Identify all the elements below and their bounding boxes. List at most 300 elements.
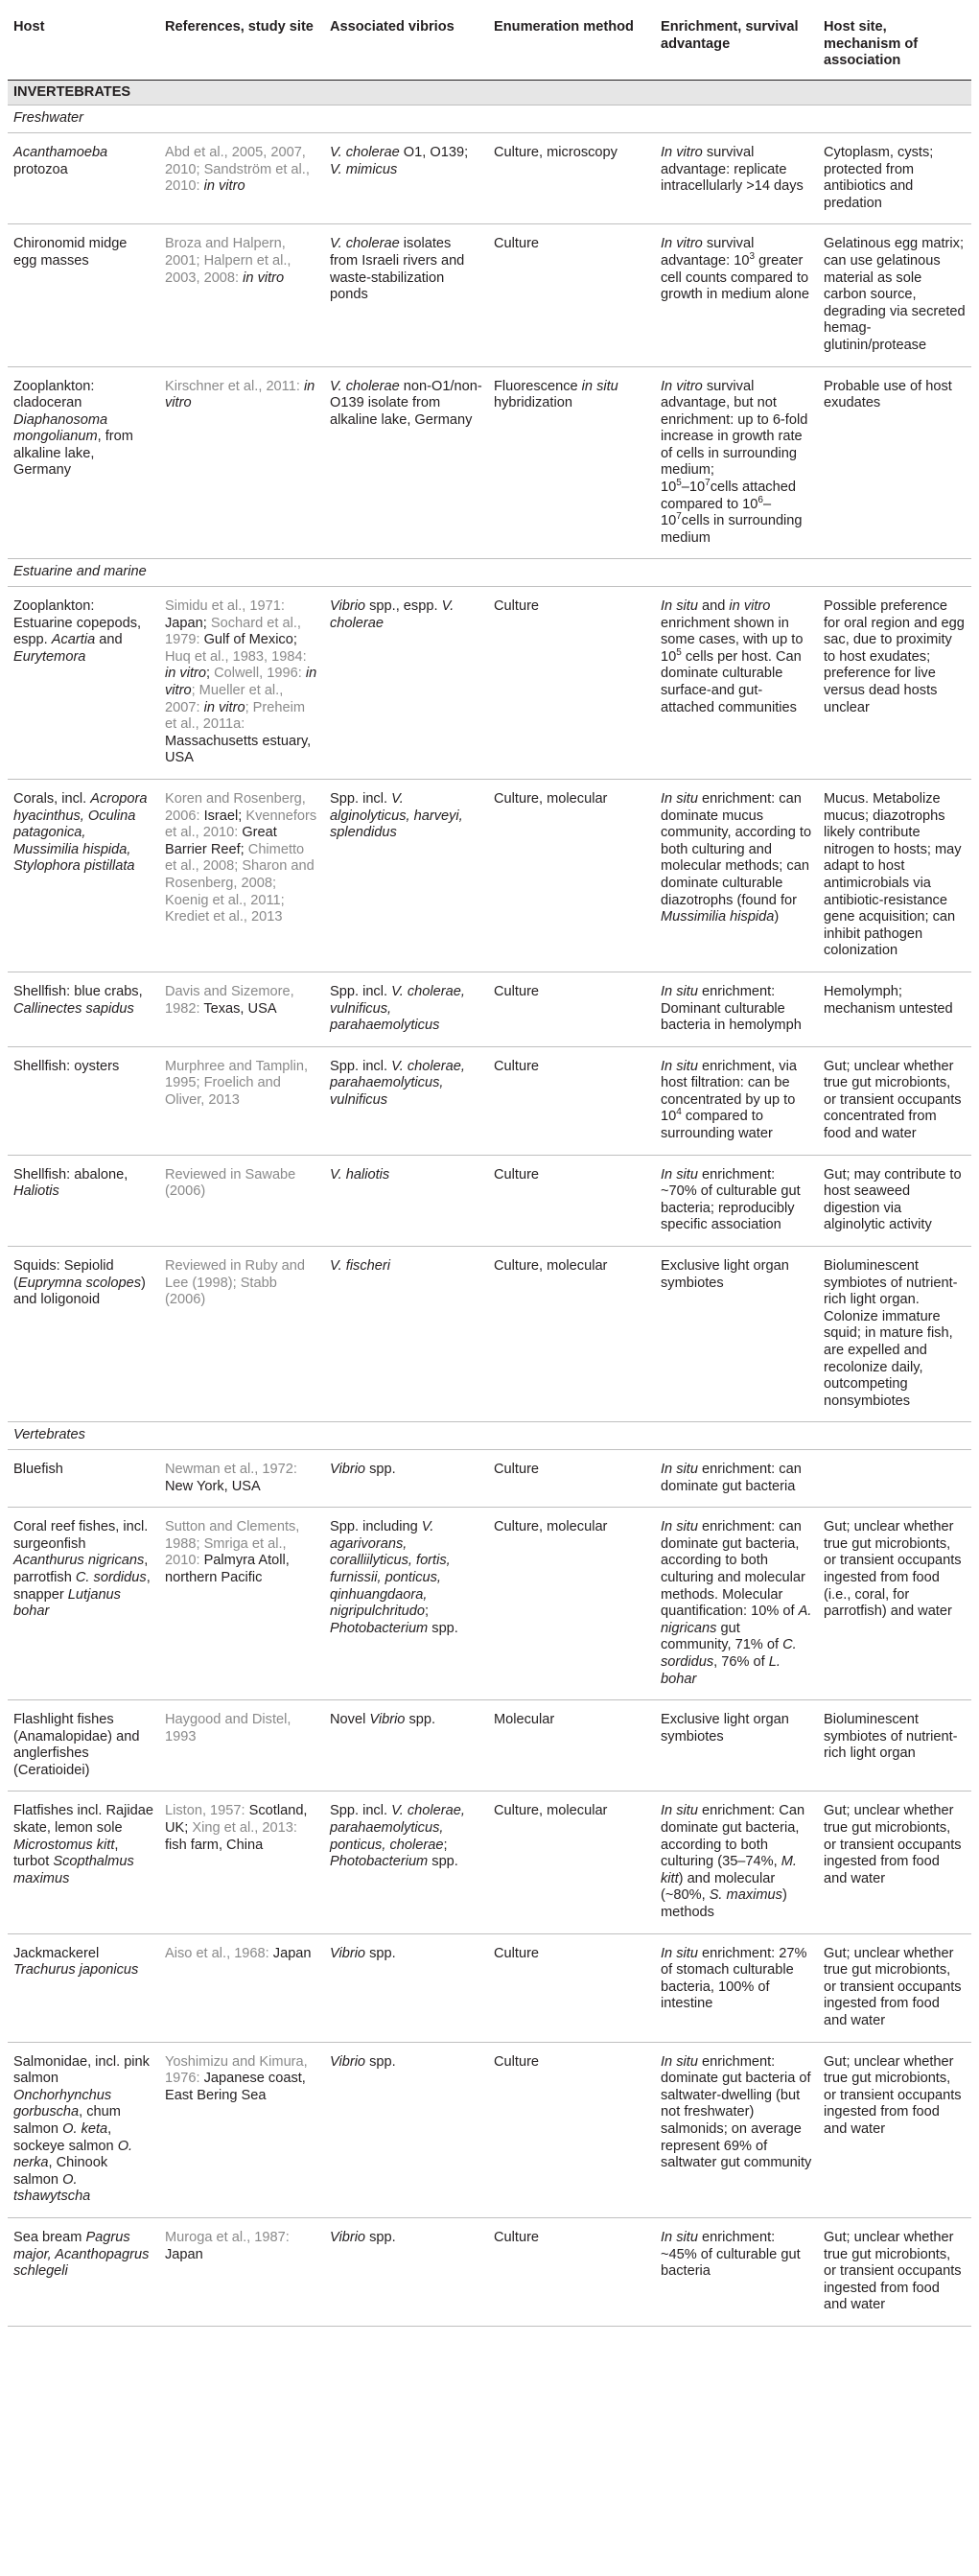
enrichment-text: –10 — [681, 480, 706, 496]
vibrios-cell — [324, 224, 488, 366]
header-host-site: Host site, mechanism of association — [818, 0, 971, 80]
vibrio-species: Vibrio — [330, 2229, 366, 2245]
exponent: 6 — [758, 494, 763, 505]
section-freshwater: Freshwater — [8, 105, 971, 133]
table-row — [8, 1247, 971, 1422]
header-references: References, study site — [159, 0, 324, 80]
enrichment-term: In situ — [661, 790, 698, 807]
vibrios-cell — [324, 1933, 488, 2042]
table-row — [8, 1046, 971, 1155]
enrichment-term: In vitro — [661, 236, 703, 252]
enrichment-cell — [655, 132, 818, 223]
enrichment-term: In situ — [661, 1519, 698, 1535]
host-text: , chum salmon — [13, 2104, 121, 2137]
enrichment-cell — [655, 1046, 818, 1155]
enumeration-cell: Culture — [488, 972, 655, 1046]
ref-text: Kirschner et al., 2011: — [165, 378, 304, 394]
host-species: O. tshawytscha — [13, 2171, 91, 2205]
vibrio-species: Vibrio — [330, 598, 366, 615]
enrichment-species: L. bohar — [661, 1653, 781, 1687]
enrichment-term: In vitro — [661, 378, 703, 394]
host-site-cell: Bioluminescent symbiotes of nutrient-rich light organ. Colonize immature squid; in mature fish, are expelled and recolonize daily, outcompeting nonsymbiotes — [818, 1247, 971, 1422]
ref-text: Koren and Rosenberg, 2006: — [165, 790, 306, 824]
ref-site: in vitro — [203, 699, 245, 715]
vibrio-text: spp., espp. — [365, 598, 442, 615]
host-species: Lutjanus bohar — [13, 1586, 121, 1620]
host-text: , parrotfish — [13, 1553, 149, 1585]
ref-text: Huq et al., 1983, 1984: — [165, 648, 307, 665]
enumeration-cell: Culture — [488, 1046, 655, 1155]
enrichment-text: compared to surrounding water — [661, 1109, 773, 1142]
host-site-cell: Mucus. Metabolize mucus; diazotrophs likely contribute nitrogen to hosts; may adapt to host antimicrobials via antibiotic-resistance gene acquisition; can inhibit pathogen colonization — [818, 779, 971, 972]
header-enrichment: Enrichment, survival advantage — [655, 0, 818, 80]
host-species: Diaphanosoma mongolianum — [13, 411, 108, 445]
ref-text: Sutton and Clements, 1988; Smriga et al., 2010: — [165, 1519, 300, 1569]
vibrio-text: Novel — [330, 1712, 370, 1728]
enrichment-term: In situ — [661, 1058, 698, 1074]
host-species: Microstomus kitt — [13, 1837, 115, 1853]
vibrio-text: spp. — [428, 1854, 458, 1870]
ref-text: Abd et al., 2005, 2007, 2010; Sandström et al., 2010: — [165, 144, 310, 195]
vibrios-cell — [324, 1700, 488, 1791]
enrichment-cell — [655, 366, 818, 559]
vibrio-species: V. cholerae, parahaemolyticus, ponticus, cholerae — [330, 1803, 465, 1853]
exponent: 7 — [676, 511, 682, 523]
enrichment-text: cells per host. Can dominate culturable surface-and gut-attached communities — [661, 648, 802, 715]
host-site-cell: Gut; may contribute to host seaweed digestion via alginolytic activity — [818, 1155, 971, 1246]
ref-site: in vitro — [165, 378, 315, 411]
enumeration-cell: Culture — [488, 587, 655, 780]
vibrio-text: spp. — [365, 2053, 396, 2070]
host-text: Zooplankton: cladoceran — [13, 378, 95, 411]
host-text: Squids: Sepiolid ( — [13, 1258, 114, 1291]
enumeration-cell: Culture, molecular — [488, 1508, 655, 1700]
host-cell — [8, 1155, 159, 1246]
ref-text: Newman et al., 1972: — [165, 1461, 297, 1477]
host-site-cell: Bioluminescent symbiotes of nutrient-rich light organ — [818, 1700, 971, 1791]
enumeration-term: in situ — [581, 378, 618, 394]
enrichment-term: In situ — [661, 2229, 698, 2245]
vibrio-text: ; — [443, 1837, 448, 1853]
enrichment-cell — [655, 972, 818, 1046]
table-row — [8, 587, 971, 780]
vibrios-cell — [324, 1247, 488, 1422]
ref-text: ; — [205, 666, 215, 682]
vibrio-text: isolates from Israeli rivers and waste-stabilization ponds — [330, 236, 465, 303]
enrichment-text: 10 — [661, 480, 677, 496]
host-site-cell: Gut; unclear whether true gut microbionts, or transient occupants concentrated from food and water — [818, 1046, 971, 1155]
ref-text: Simidu et al., 1971: — [165, 598, 285, 615]
enrichment-species: M. kitt — [661, 1854, 797, 1886]
enumeration-cell — [488, 366, 655, 559]
section-row — [8, 1422, 971, 1450]
vibrios-cell — [324, 972, 488, 1046]
host-text: , Chinook salmon — [13, 2155, 108, 2188]
enrichment-text: enrichment, via host filtration: can be concentrated by up to 10 — [661, 1058, 797, 1125]
enrichment-species: Mussimilia hispida — [661, 909, 775, 925]
references-cell — [159, 1508, 324, 1700]
vibrio-species: V. fischeri — [330, 1258, 390, 1275]
table-row — [8, 132, 971, 223]
ref-site: in vitro — [203, 178, 245, 195]
enrichment-text: greater cell counts compared to growth in medium alone — [661, 252, 809, 303]
vibrio-text: Spp. incl. — [330, 983, 392, 999]
vibrio-text: spp. — [405, 1712, 436, 1728]
enumeration-cell: Culture, molecular — [488, 1247, 655, 1422]
references-cell — [159, 1791, 324, 1933]
host-site-cell: Gut; unclear whether true gut microbionts, or transient occupants ingested from food and water — [818, 1933, 971, 2042]
vibrios-cell — [324, 1449, 488, 1507]
category-invertebrates: INVERTEBRATES — [8, 80, 971, 105]
enrichment-text: gut community, 71% of — [661, 1620, 783, 1653]
host-species: Scopthalmus maximus — [13, 1854, 134, 1886]
references-cell — [159, 224, 324, 366]
vibrios-cell — [324, 1046, 488, 1155]
host-site-cell: Hemolymph; mechanism untested — [818, 972, 971, 1046]
ref-text: Broza and Halpern, 2001; Halpern et al., 2003, 2008: — [165, 236, 291, 286]
references-cell — [159, 972, 324, 1046]
host-species: C. sordidus — [75, 1569, 147, 1585]
host-text: and — [95, 632, 123, 648]
vibrio-species: V. haliotis — [330, 1166, 390, 1183]
vibrio-text: O1, O139; — [399, 144, 469, 160]
enumeration-cell: Culture — [488, 224, 655, 366]
ref-site: Gulf of Mexico; — [203, 632, 297, 648]
enrichment-text: , 76% of — [713, 1653, 769, 1670]
table-row — [8, 1155, 971, 1246]
ref-text: Xing et al., 2013: — [192, 1820, 297, 1837]
vibrio-species: Vibrio — [330, 1461, 366, 1477]
host-site-cell: Probable use of host exudates — [818, 366, 971, 559]
host-site-cell: Possible preference for oral region and egg sac, due to proximity to host exudates; preference for live versus dead hosts unclear — [818, 587, 971, 780]
vibrio-species: Vibrio — [330, 2053, 366, 2070]
references-cell — [159, 779, 324, 972]
references-cell: Murphree and Tamplin, 1995; Froelich and Oliver, 2013 — [159, 1046, 324, 1155]
section-estuarine-marine: Estuarine and marine — [8, 559, 971, 587]
section-vertebrates: Vertebrates — [8, 1422, 971, 1450]
host-species: O. keta — [62, 2120, 108, 2137]
enrichment-cell: Exclusive light organ symbiotes — [655, 1247, 818, 1422]
host-text: Shellfish: abalone, — [13, 1166, 128, 1183]
vibrio-species: V. agarivorans, coralliilyticus, fortis, furnissii, ponticus, qinhuangdaora, nigripulchritudo — [330, 1519, 451, 1620]
references-cell — [159, 1933, 324, 2042]
table-row — [8, 2042, 971, 2217]
enrichment-cell: Exclusive light organ symbiotes — [655, 1700, 818, 1791]
enrichment-text: enrichment: ~70% of culturable gut bacteria; reproducibly specific association — [661, 1166, 801, 1233]
host-species: Euprymna scolopes — [17, 1275, 142, 1291]
vibrios-cell — [324, 366, 488, 559]
vibrios-cell — [324, 1508, 488, 1700]
enrichment-text: survival advantage, but not enrichment: up to 6-fold increase in growth rate of cells in surrounding medium; — [661, 378, 808, 479]
vibrio-species: V. cholerae — [330, 236, 400, 252]
ref-site: Japan — [165, 2246, 203, 2262]
enrichment-text: cells attached compared to 10 — [661, 480, 796, 512]
vibrio-species: Photobacterium — [330, 1620, 429, 1636]
vibrios-cell — [324, 2217, 488, 2326]
host-text: , from alkaline lake, Germany — [13, 429, 133, 479]
host-text: Salmonidae, incl. pink salmon — [13, 2053, 150, 2087]
enrichment-text: enrichment: dominate gut bacteria of saltwater-dwelling (but not freshwater) salmonids; on average represent 69% of saltwater gut community — [661, 2053, 812, 2171]
enrichment-cell — [655, 587, 818, 780]
enumeration-cell: Culture — [488, 1449, 655, 1507]
ref-site: Massachusetts estuary, USA — [165, 733, 312, 766]
ref-text: Aiso et al., 1968: — [165, 1945, 273, 1961]
host-cell — [8, 2217, 159, 2326]
ref-text: Sochard et al., 1979: — [165, 615, 301, 648]
table-row — [8, 972, 971, 1046]
vibrio-text: Spp. including — [330, 1519, 422, 1535]
references-cell — [159, 2217, 324, 2326]
vibrio-text: Spp. incl. — [330, 790, 392, 807]
ref-site: Israel; — [203, 808, 246, 824]
vibrio-text: spp. — [365, 1461, 396, 1477]
enrichment-term: In situ — [661, 1461, 698, 1477]
vibrio-text: Spp. incl. — [330, 1058, 392, 1074]
table-row — [8, 1791, 971, 1933]
category-row — [8, 80, 971, 105]
host-site-cell: Gelatinous egg matrix; can use gelatinous material as sole carbon source, degrading via secreted hemag-glutinin/protease — [818, 224, 971, 366]
references-cell: Reviewed in Ruby and Lee (1998); Stabb (2006) — [159, 1247, 324, 1422]
references-cell: Reviewed in Sawabe (2006) — [159, 1155, 324, 1246]
host-text: , sockeye salmon — [13, 2120, 118, 2154]
table-row — [8, 1508, 971, 1700]
vibrio-host-table — [8, 0, 971, 2327]
host-cell — [8, 972, 159, 1046]
ref-site: in vitro — [165, 666, 317, 698]
header-host: Host — [8, 0, 159, 80]
vibrio-species: V. alginolyticus, harveyi, splendidus — [330, 790, 463, 841]
ref-text: ; Mueller et al., 2007: — [165, 683, 284, 715]
enumeration-cell: Culture — [488, 1933, 655, 2042]
enrichment-cell — [655, 779, 818, 972]
host-text: Jackmackerel — [13, 1945, 100, 1961]
vibrios-cell — [324, 1155, 488, 1246]
ref-text: Davis and Sizemore, 1982: — [165, 983, 294, 1017]
host-cell — [8, 2042, 159, 2217]
host-text: Shellfish: blue crabs, — [13, 983, 143, 999]
host-cell: Flashlight fishes (Anamalopidae) and anglerfishes (Ceratioidei) — [8, 1700, 159, 1791]
host-species: O. nerka — [13, 2138, 133, 2171]
vibrios-cell — [324, 587, 488, 780]
section-row — [8, 559, 971, 587]
vibrio-text: non-O1/non-O139 isolate from alkaline lake, Germany — [330, 378, 482, 428]
vibrio-text: Spp. incl. — [330, 1803, 392, 1819]
header-vibrios: Associated vibrios — [324, 0, 488, 80]
enumeration-text: hybridization — [494, 395, 572, 411]
ref-text: Chimetto et al., 2008; Sharon and Rosenberg, 2008; Koenig et al., 2011; Krediet et al., 2013 — [165, 841, 315, 925]
ref-site: Japan — [272, 1945, 312, 1961]
references-cell — [159, 366, 324, 559]
enrichment-text: ) — [774, 909, 780, 925]
vibrio-text: spp. — [365, 2229, 396, 2245]
host-cell — [8, 1508, 159, 1700]
table-row — [8, 779, 971, 972]
enrichment-term: In situ — [661, 1803, 698, 1819]
enrichment-text: cells in surrounding medium — [661, 513, 803, 546]
exponent: 4 — [676, 1107, 682, 1118]
host-text: Corals, incl. — [13, 790, 91, 807]
enrichment-cell — [655, 1791, 818, 1933]
host-species: Trachurus japonicus — [13, 1962, 139, 1979]
enrichment-term: In situ — [661, 1166, 698, 1183]
vibrio-species: V. mimicus — [330, 161, 398, 177]
enrichment-term: In vitro — [661, 144, 703, 160]
ref-site: Texas, USA — [203, 1000, 277, 1017]
exponent: 5 — [676, 478, 682, 489]
ref-text: Colwell, 1996: — [214, 666, 306, 682]
host-cell: Bluefish — [8, 1449, 159, 1507]
vibrio-text: ; — [424, 1604, 430, 1620]
host-cell — [8, 1791, 159, 1933]
enumeration-cell: Culture, molecular — [488, 779, 655, 972]
vibrio-species: Vibrio — [330, 1945, 366, 1961]
references-cell: Haygood and Distel, 1993 — [159, 1700, 324, 1791]
ref-site: New York, USA — [165, 1478, 261, 1494]
host-species: Onchorhynchus gorbuscha — [13, 2087, 112, 2120]
references-cell — [159, 132, 324, 223]
vibrio-text: spp. — [428, 1620, 458, 1636]
enrichment-species: A. nigricans — [661, 1604, 812, 1636]
enrichment-cell — [655, 2217, 818, 2326]
enrichment-term: In situ — [661, 598, 698, 615]
references-cell — [159, 2042, 324, 2217]
enrichment-text: and — [697, 598, 730, 615]
enrichment-text: enrichment: can dominate mucus community, according to both culturing and molecular methods; can dominate culturable diazotrophs (found for — [661, 790, 812, 908]
vibrio-text: spp. — [365, 1945, 396, 1961]
enumeration-cell: Culture — [488, 2217, 655, 2326]
vibrio-species: V. cholerae, vulnificus, parahaemolyticus — [330, 983, 465, 1034]
table-row — [8, 224, 971, 366]
enumeration-cell: Culture — [488, 1155, 655, 1246]
host-species: Callinectes sapidus — [13, 1000, 134, 1017]
vibrio-species: V. cholerae — [330, 144, 400, 160]
vibrio-species: Vibrio — [369, 1712, 406, 1728]
host-cell: Shellfish: oysters — [8, 1046, 159, 1155]
ref-text: Muroga et al., 1987: — [165, 2229, 290, 2245]
enumeration-cell: Culture, microscopy — [488, 132, 655, 223]
ref-site: Scotland, UK; — [165, 1803, 308, 1837]
enrichment-text: enrichment: 27% of stomach culturable bacteria, 100% of intestine — [661, 1945, 807, 2012]
vibrios-cell — [324, 1791, 488, 1933]
table-row — [8, 2217, 971, 2326]
table-row — [8, 366, 971, 559]
exponent: 7 — [705, 478, 711, 489]
enumeration-text: Fluorescence — [494, 378, 582, 394]
host-text: Flatfishes incl. Rajidae skate, lemon sole — [13, 1803, 154, 1837]
ref-site: in vitro — [243, 269, 285, 286]
enrichment-term: In situ — [661, 2053, 698, 2070]
ref-site: in vitro — [165, 666, 206, 682]
host-site-cell: Gut; unclear whether true gut microbionts, or transient occupants ingested from food and water — [818, 2042, 971, 2217]
host-species: Eurytemora — [13, 648, 86, 665]
host-cell — [8, 779, 159, 972]
enrichment-cell — [655, 1449, 818, 1507]
enrichment-term: in vitro — [729, 598, 771, 615]
table-row — [8, 1933, 971, 2042]
host-site-cell: Gut; unclear whether true gut microbionts, or transient occupants ingested from food (i.e., coral, for parrotfish) and water — [818, 1508, 971, 1700]
host-species: Haliotis — [13, 1183, 59, 1200]
host-site-cell: Cytoplasm, cysts; protected from antibiotics and predation — [818, 132, 971, 223]
header-row — [8, 0, 971, 80]
enumeration-cell: Culture — [488, 2042, 655, 2217]
host-text: Sea bream — [13, 2229, 86, 2245]
table-row — [8, 1449, 971, 1507]
enrichment-text: enrichment: Dominant culturable bacteria in hemolymph — [661, 983, 802, 1034]
enrichment-text: survival advantage: 10 — [661, 236, 755, 269]
header-enumeration: Enumeration method — [488, 0, 655, 80]
ref-site: Palmyra Atoll, northern Pacific — [165, 1553, 290, 1585]
ref-text: Yoshimizu and Kimura, 1976: — [165, 2053, 308, 2087]
vibrio-species: Photobacterium — [330, 1854, 429, 1870]
references-cell — [159, 587, 324, 780]
enumeration-cell: Culture, molecular — [488, 1791, 655, 1933]
host-text: , snapper — [13, 1569, 151, 1603]
host-text: protozoa — [13, 161, 68, 177]
enrichment-text: enrichment: can dominate gut bacteria, according to both culturing and molecular methods. Molecular quantification: 10% of — [661, 1519, 805, 1620]
enrichment-cell — [655, 224, 818, 366]
ref-text: Liston, 1957: — [165, 1803, 249, 1819]
enrichment-text: enrichment: Can dominate gut bacteria, according to both culturing (35–74%, — [661, 1803, 805, 1870]
exponent: 5 — [676, 646, 682, 658]
vibrios-cell — [324, 2042, 488, 2217]
host-species: Acropora hyacinthus, Oculina patagonica, Mussimilia hispida, Stylophora pistillata — [13, 790, 148, 875]
host-cell — [8, 132, 159, 223]
ref-site: fish farm, China — [165, 1837, 264, 1853]
host-text: Zooplankton: Estuarine copepods, espp. — [13, 598, 142, 648]
host-text: Coral reef fishes, incl. surgeonfish — [13, 1519, 149, 1552]
enrichment-text: enrichment shown in some cases, with up to 10 — [661, 615, 804, 665]
ref-site: Great Barrier Reef; — [165, 825, 277, 857]
ref-text: Kvennefors et al., 2010: — [165, 808, 317, 841]
enrichment-text: enrichment: can dominate gut bacteria — [661, 1461, 802, 1494]
vibrio-species: V. cholerae, parahaemolyticus, vulnificus — [330, 1058, 465, 1108]
enrichment-text: ) methods — [661, 1887, 787, 1921]
table-row — [8, 1700, 971, 1791]
vibrio-species: V. cholerae — [330, 378, 400, 394]
host-cell — [8, 1247, 159, 1422]
section-row — [8, 105, 971, 133]
host-cell: Chironomid midge egg masses — [8, 224, 159, 366]
host-site-cell — [818, 1449, 971, 1507]
vibrios-cell — [324, 132, 488, 223]
host-site-cell: Gut; unclear whether true gut microbionts, or transient occupants ingested from food and water — [818, 2217, 971, 2326]
enrichment-cell — [655, 1933, 818, 2042]
enrichment-term: In situ — [661, 983, 698, 999]
enrichment-text: enrichment: ~45% of culturable gut bacteria — [661, 2229, 801, 2280]
references-cell — [159, 1449, 324, 1507]
ref-site: Japan; — [165, 615, 211, 631]
enrichment-text: survival advantage: replicate intracellularly >14 days — [661, 144, 804, 195]
enrichment-cell — [655, 1155, 818, 1246]
vibrios-cell — [324, 779, 488, 972]
ref-text: ; Preheim et al., 2011a: — [165, 699, 306, 733]
ref-site: Japanese coast, East Bering Sea — [165, 2071, 306, 2103]
enrichment-text: ) and molecular (~80%, — [661, 1870, 776, 1904]
enrichment-cell — [655, 1508, 818, 1700]
enumeration-cell: Molecular — [488, 1700, 655, 1791]
enrichment-text: –10 — [661, 496, 772, 529]
vibrio-species: V. cholerae — [330, 598, 455, 631]
enrichment-species: S. maximus — [709, 1887, 782, 1904]
enrichment-term: In situ — [661, 1945, 698, 1961]
host-cell — [8, 587, 159, 780]
host-species: Acanthurus nigricans — [13, 1553, 145, 1569]
host-species: Acartia — [51, 632, 96, 648]
exponent: 3 — [749, 251, 756, 263]
enrichment-species: C. sordidus — [661, 1637, 797, 1670]
host-cell — [8, 1933, 159, 2042]
host-cell — [8, 366, 159, 559]
